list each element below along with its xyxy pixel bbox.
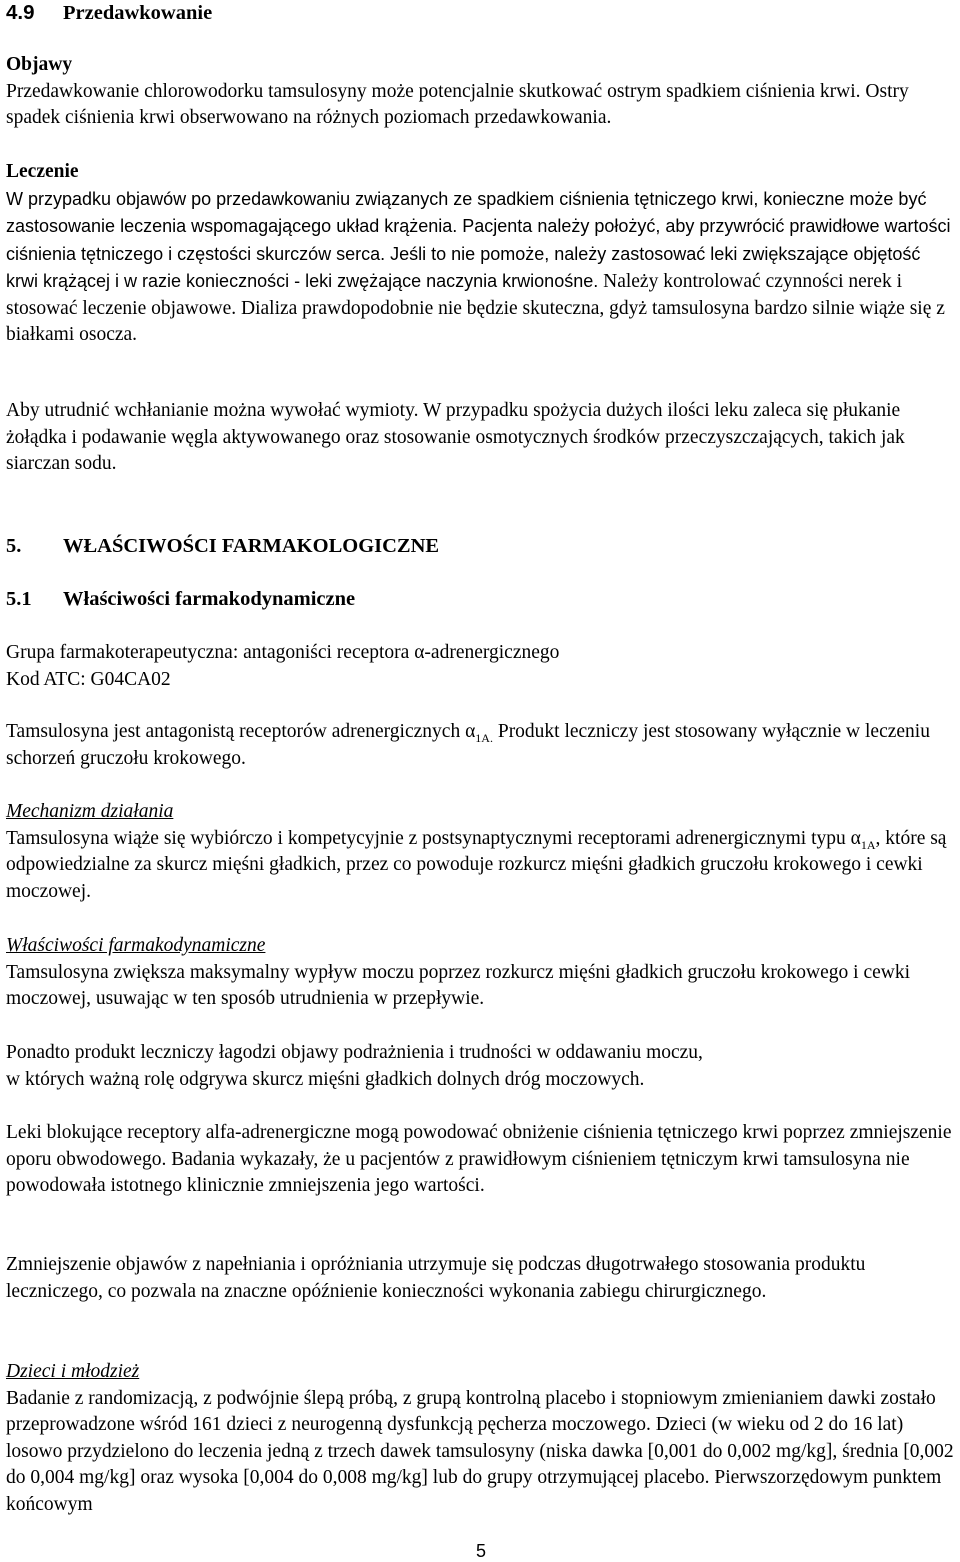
tamsulosyna-paragraph — [6, 719, 956, 772]
dzieci-text: Badanie z randomizacją, z podwójnie ślepą próbą, z grupą kontrolną placebo i stopniowym zmienianiem dawki zostało przeprowadzone wśród 161 dzieci z neurogenną dysfunkcją pęcherza moczowego. Dzieci (w wieku od 2 do 16 lat) losowo przydzielono do leczenia jedną z trzech dawek tamsulosyny (niska dawka [0,001 do 0,002 mg/kg], średnia [0,002 do 0,004 mg/kg] oraz wysoka [0,004 do 0,008 mg/kg] lub do grupy otrzymującej placebo. Pierwszorzędowym punktem końcowym — [6, 1387, 954, 1515]
dzieci-block — [6, 1359, 956, 1518]
wlasciwosci-text4-paragraph: Zmniejszenie objawów z napełniania i opróżniania utrzymuje się podczas długotrwałego stosowania produktu leczniczego, co pozwala na znaczne opóźnienie konieczności wykonania zabiegu chirurgicznego. — [6, 1254, 866, 1302]
wlasciwosci-text4 — [6, 1252, 956, 1305]
leczenie-text — [6, 186, 956, 349]
section-heading-5-1 — [6, 586, 956, 613]
objawy-text: Przedawkowanie chlorowodorku tamsulosyny może potencjalnie skutkować ostrym spadkiem ciśnienia krwi. Ostry spadek ciśnienia krwi obserwowano na różnych poziomach przedawkowania. — [6, 80, 909, 128]
objawy-block — [6, 52, 956, 132]
leczenie-text-sans: W przypadku objawów po przedawkowaniu związanych ze spadkiem ciśnienia tętniczego krwi, konieczne może być zastosowanie leczenia wspomagającego układ krążenia. Pacjenta należy położyć, aby przywrócić prawidłowe wartości ciśnienia tętniczego i częstości skurczów serca. Jeśli to nie pomoże, należy zastosować leki zwiększające objętość krwi krążącej i w razie konieczności - leki zwężające naczynia krwionośne. — [6, 188, 951, 291]
wlasciwosci-text: Tamsulosyna zwiększa maksymalny wypływ moczu poprzez rozkurcz mięśni gładkich gruczołu krokowego i cewki moczowej, usuwając w ten sposób utrudnienia w przepływie. — [6, 961, 911, 1009]
wlasciwosci-text2-line-1: Ponadto produkt leczniczy łagodzi objawy podrażnienia i trudności w oddawaniu moczu, — [6, 1042, 703, 1063]
section-number: 4.9 — [6, 1, 35, 24]
objawy-heading: Objawy — [6, 54, 73, 75]
alpha-subscript: 1A. — [475, 730, 493, 745]
section-number: 5. — [6, 535, 22, 557]
tamsulosyna-text-before: Tamsulosyna jest antagonistą receptorów adrenergicznych α — [6, 721, 476, 742]
section-title: WŁAŚCIWOŚCI FARMAKOLOGICZNE — [63, 535, 440, 557]
alpha-subscript: 1A — [860, 837, 876, 852]
tamsulosyna-text-after: Produkt leczniczy jest stosowany wyłącznie w leczeniu schorzeń gruczołu krokowego. — [6, 721, 930, 769]
kod-atc-line: Kod ATC: G04CA02 — [6, 668, 171, 690]
leczenie-block — [6, 159, 956, 349]
section-heading-4-9 — [6, 0, 956, 27]
leczenie-heading: Leczenie — [6, 161, 79, 182]
mechanizm-paragraph — [6, 826, 956, 906]
section-title: Przedawkowanie — [63, 2, 213, 24]
wlasciwosci-text3 — [6, 1120, 956, 1200]
wlasciwosci-heading: Właściwości farmakodynamiczne — [6, 935, 266, 956]
mechanizm-text-after: , które są odpowiedzialne za skurcz mięśni gładkich, przez co powoduje rozkurcz mięśni gładkich gruczołu krokowego i cewki moczowej. — [6, 827, 947, 902]
grupa-line-1: Grupa farmakoterapeutyczna: antagoniści receptora α-adrenergicznego — [6, 642, 560, 663]
leczenie-text2-paragraph: Aby utrudnić wchłanianie można wywołać wymioty. W przypadku spożycia dużych ilości leku zaleca się płukanie żołądka i podawanie węgla aktywowanego oraz stosowanie osmotycznych środków przeczyszczających, takich jak siarczan sodu. — [6, 400, 905, 474]
section-heading-5 — [6, 533, 956, 560]
mechanizm-text-before: Tamsulosyna wiąże się wybiórczo i kompetycyjnie z postsynaptycznymi receptorami adrenergicznymi typu α — [6, 827, 861, 849]
mechanizm-block — [6, 799, 956, 905]
grupa-block — [6, 640, 956, 693]
page-number: 5 — [476, 1541, 487, 1561]
tamsulosyna-block — [6, 719, 956, 772]
wlasciwosci-text2 — [6, 1040, 956, 1093]
wlasciwosci-text3-paragraph: Leki blokujące receptory alfa-adrenergiczne mogą powodować obniżenie ciśnienia tętniczego krwi poprzez zmniejszenie oporu obwodowego. Badania wykazały, że u pacjentów z prawidłowym ciśnieniem tętniczym krwi tamsulosyna nie powodowała istotnego klinicznie zmniejszenia jego wartości. — [6, 1122, 952, 1196]
section-number: 5.1 — [6, 588, 32, 610]
section-title: Właściwości farmakodynamiczne — [63, 588, 356, 610]
wlasciwosci-block — [6, 933, 956, 1013]
mechanizm-heading: Mechanizm działania — [6, 801, 174, 822]
leczenie-text-serif: Należy kontrolować czynności nerek i stosować leczenie objawowe. Dializa prawdopodobnie nie będzie skuteczna, gdyż tamsulosyna bardzo silnie wiąże się z białkami osocza. — [6, 271, 945, 345]
dzieci-heading: Dzieci i młodzież — [6, 1361, 140, 1382]
leczenie-text2 — [6, 398, 956, 478]
wlasciwosci-text2-line-2: w których ważną rolę odgrywa skurcz mięśni gładkich dolnych dróg moczowych. — [6, 1068, 645, 1090]
